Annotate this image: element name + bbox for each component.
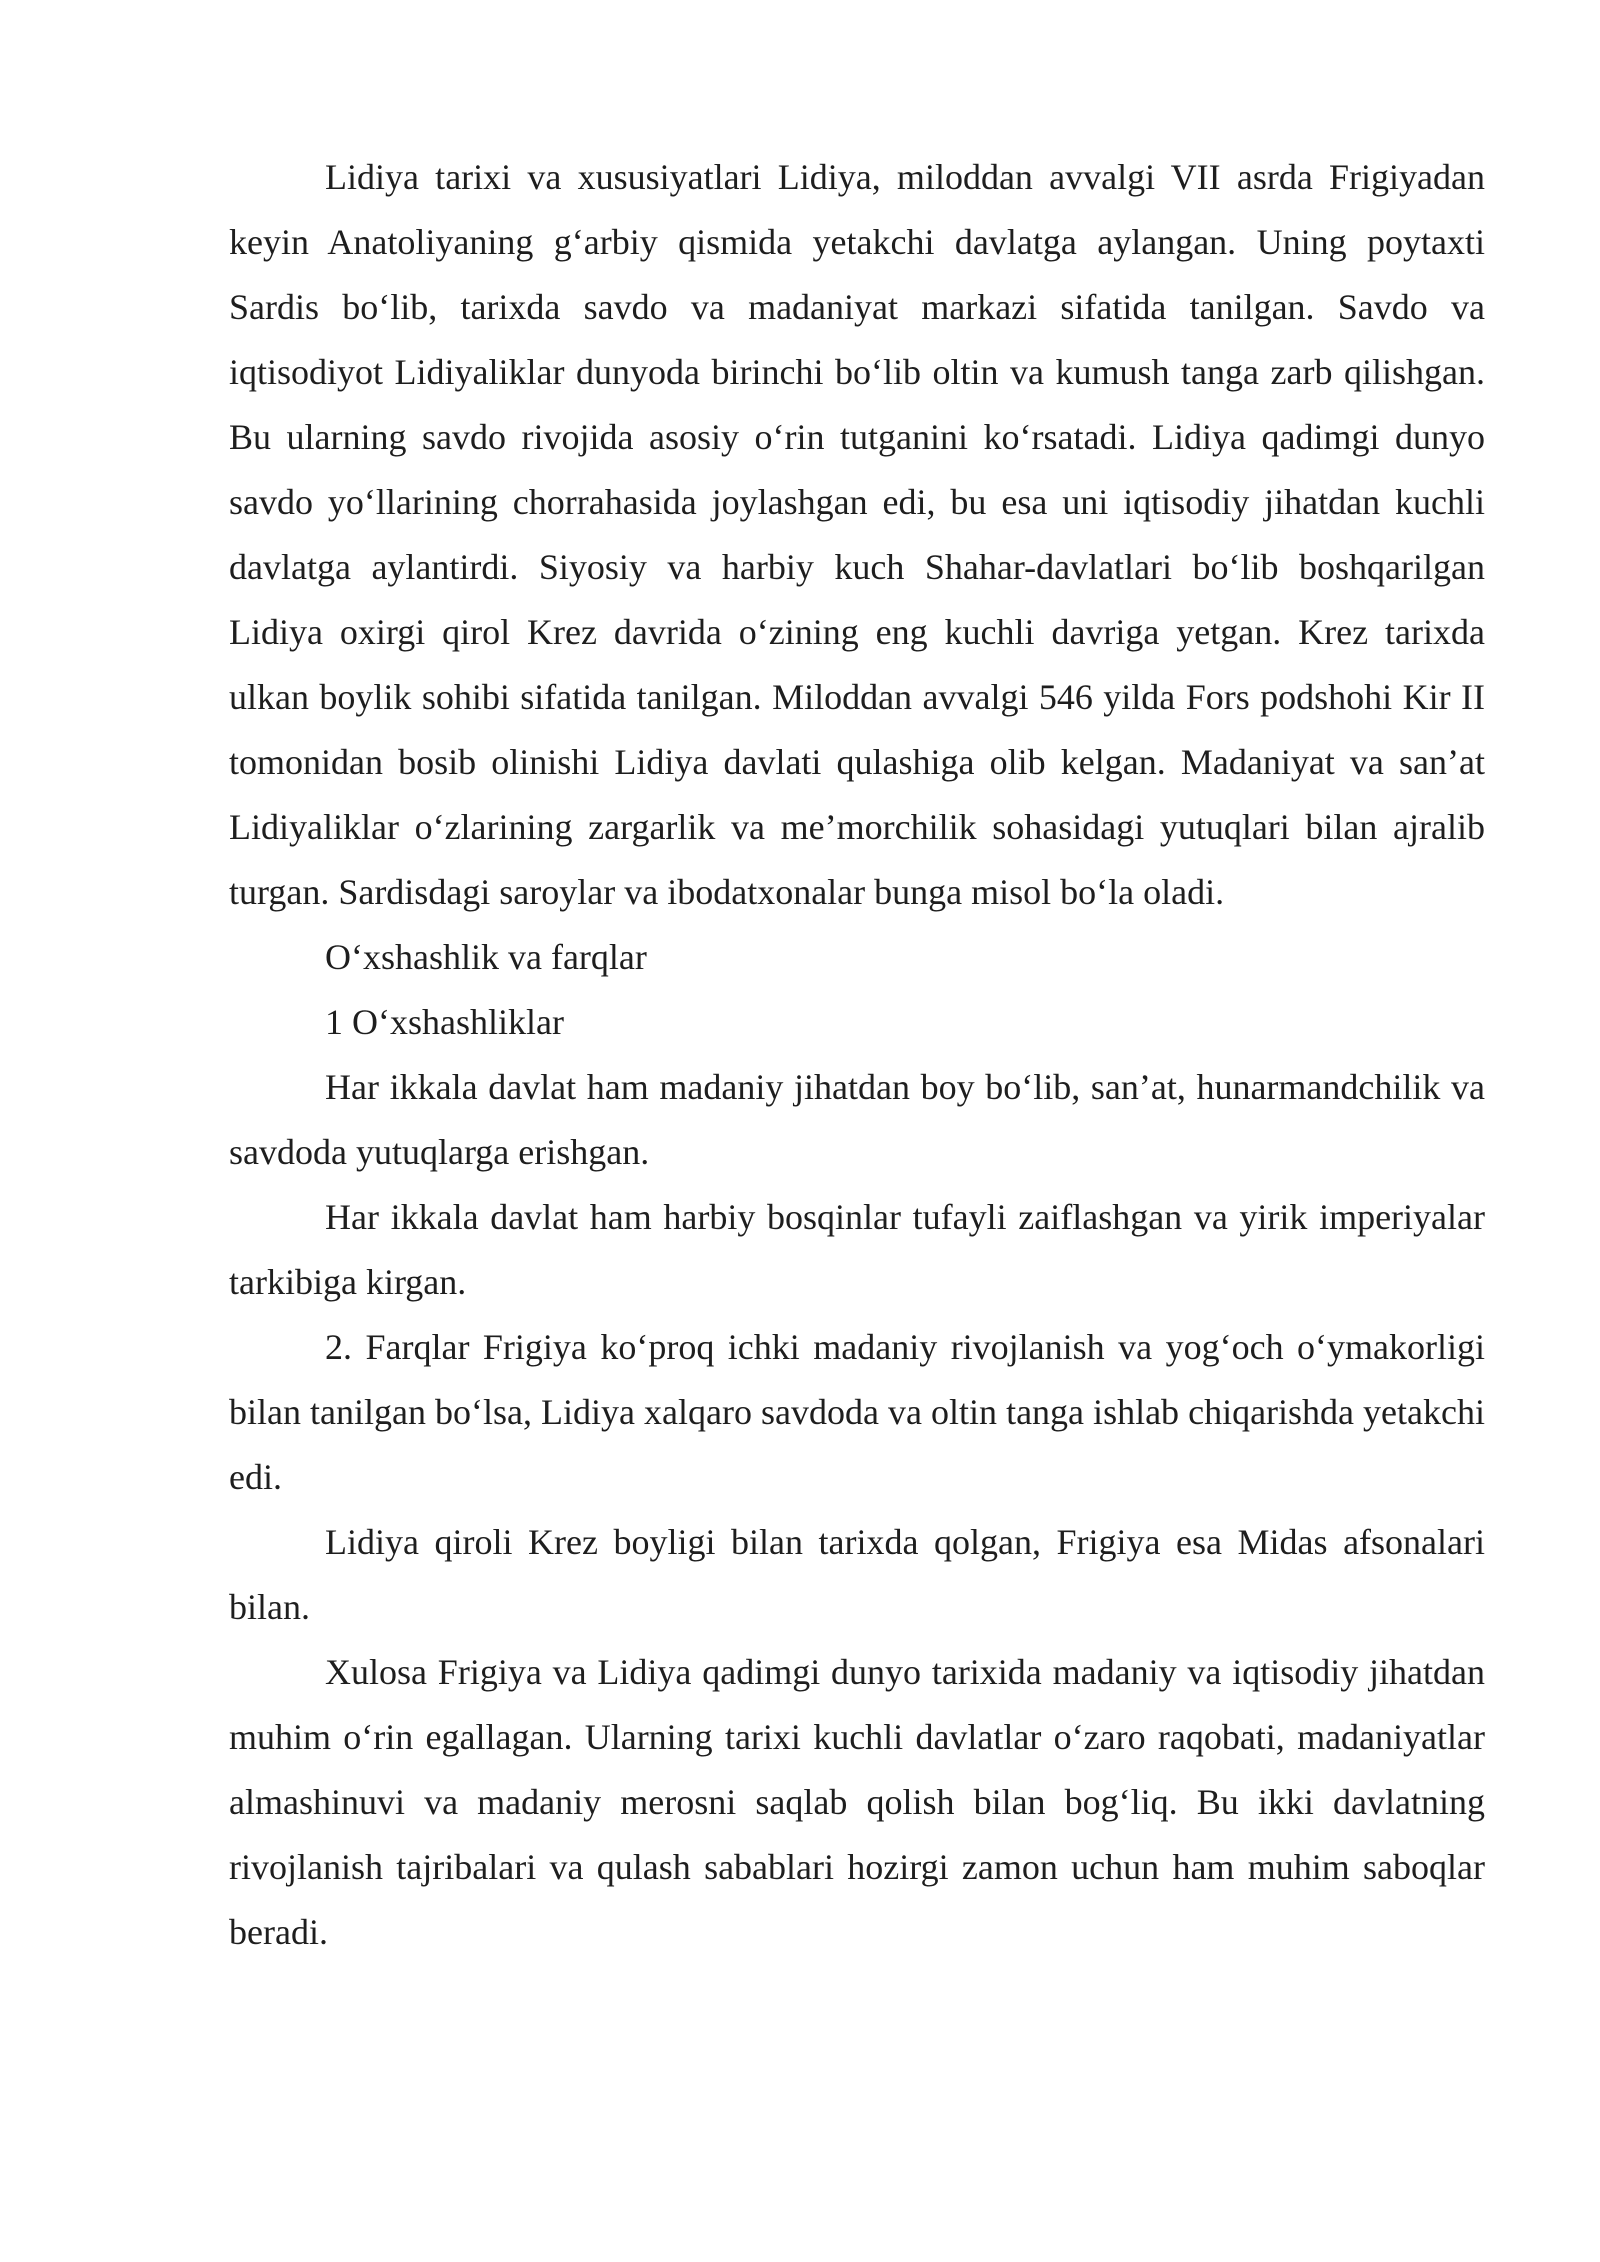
heading-similarities: 1 O‘xshashliklar — [325, 1002, 564, 1042]
paragraph-lidiya-history: Lidiya tarixi va xususiyatlari Lidiya, miloddan avvalgi VII asrda Frigiyadan keyin Anatoliyaning g‘arbiy qismida yetakchi davlatga aylangan. Uning poytaxti Sardis bo‘lib, tarixda savdo va madaniyat markazi sifatida tanilgan. Savdo va iqtisodiyot Lidiyaliklar dunyoda birinchi bo‘lib oltin va kumush tanga zarb qilishgan. Bu ularning savdo rivojida asosiy o‘rin tutganini ko‘rsatadi. Lidiya qadimgi dunyo savdo yo‘llarining chorrahasida joylashgan edi, bu esa uni iqtisodiy jihatdan kuchli davlatga aylantirdi. Siyosiy va harbiy kuch Shahar-davlatlari bo‘lib boshqarilgan Lidiya oxirgi qirol Krez davrida o‘zining eng kuchli davriga yetgan. Krez tarixda ulkan boylik sohibi sifatida tanilgan. Miloddan avvalgi 546 yilda Fors podshohi Kir II tomonidan bosib olinishi Lidiya davlati qulashiga olib kelgan. Madaniyat va san’at Lidiyaliklar o‘zlarining zargarlik va me’morchilik sohasidagi yutuqlari bilan ajralib turgan. Sardisdagi saroylar va ibodatxonalar bunga misol bo‘la oladi. — [229, 157, 1485, 912]
paragraph-conclusion: Xulosa Frigiya va Lidiya qadimgi dunyo tarixida madaniy va iqtisodiy jihatdan muhim o‘rin egallagan. Ularning tarixi kuchli davlatlar o‘zaro raqobati, madaniyatlar almashinuvi va madaniy merosni saqlab qolish bilan bog‘liq. Bu ikki davlatning rivojlanish tajribalari va qulash sabablari hozirgi zamon uchun ham muhim saboqlar beradi. — [229, 1652, 1485, 1952]
heading-similarities-differences: O‘xshashlik va farqlar — [325, 937, 647, 977]
paragraph-krez-midas: Lidiya qiroli Krez boyligi bilan tarixda qolgan, Frigiya esa Midas afsonalari bilan. — [229, 1522, 1485, 1627]
paragraph-differences: 2. Farqlar Frigiya ko‘proq ichki madaniy rivojlanish va yog‘och o‘ymakorligi bilan tanilgan bo‘lsa, Lidiya xalqaro savdoda va oltin tanga ishlab chiqarishda yetakchi edi. — [229, 1327, 1485, 1497]
paragraph-similarity-military: Har ikkala davlat ham harbiy bosqinlar tufayli zaiflashgan va yirik imperiyalar tarkibiga kirgan. — [229, 1197, 1485, 1302]
paragraph-similarity-culture: Har ikkala davlat ham madaniy jihatdan boy bo‘lib, san’at, hunarmandchilik va savdoda yutuqlarga erishgan. — [229, 1067, 1485, 1172]
document-body — [229, 145, 1485, 1965]
